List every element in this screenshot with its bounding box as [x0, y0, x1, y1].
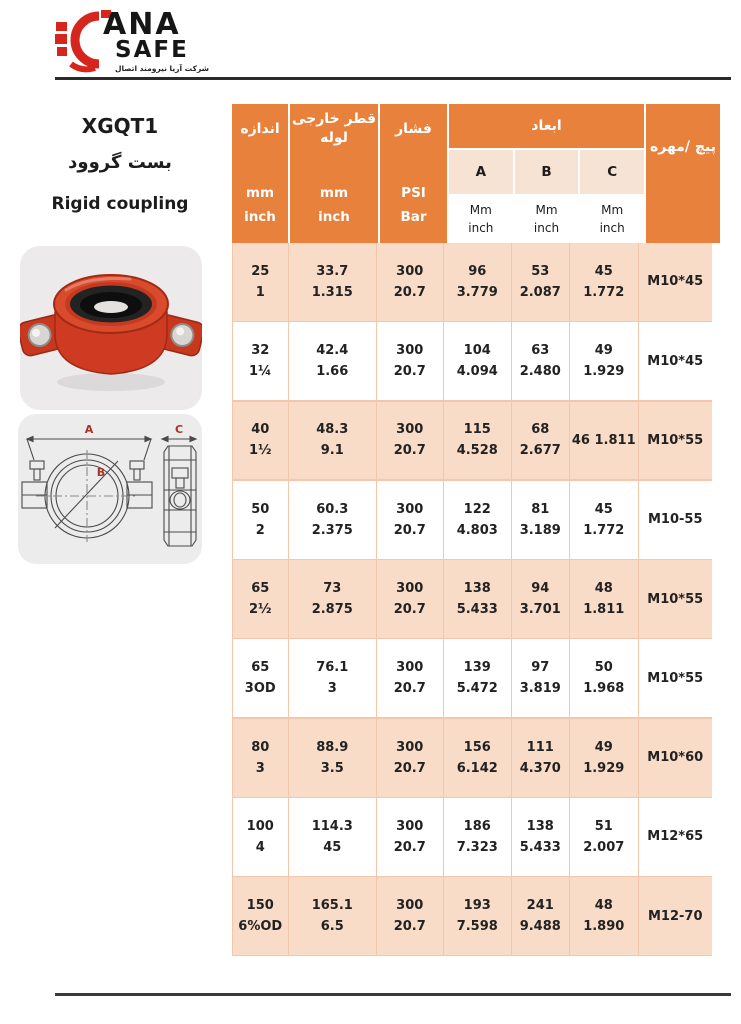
dim-b-unit-mm: Mm	[535, 203, 558, 218]
pressure-cell	[377, 402, 443, 480]
bolt-value: M12*65	[647, 829, 704, 845]
dim-c-cell	[570, 798, 638, 876]
product-title-en: Rigid coupling	[51, 194, 189, 214]
pipe-od-value: 60.3	[316, 501, 349, 517]
col-group-dimensions	[449, 104, 644, 243]
pressure-value: 300	[396, 898, 424, 914]
dim-b-cell	[512, 481, 569, 559]
dim-b-cell	[512, 877, 569, 955]
bolt-value: M10*55	[647, 591, 704, 607]
size-cell	[233, 719, 288, 797]
dim-b-value: 3.189	[519, 522, 561, 538]
dim-b-cell	[512, 402, 569, 480]
pressure-value: 300	[396, 660, 424, 676]
size-value: 2	[255, 522, 265, 538]
pressure-value: 300	[396, 581, 424, 597]
dim-a-value: 139	[463, 660, 491, 676]
pipe-od-cell	[289, 402, 376, 480]
dim-b-cell	[512, 322, 569, 400]
dim-b-cell	[512, 243, 569, 321]
size-cell	[233, 798, 288, 876]
size-value: 40	[251, 422, 270, 438]
dim-b-value: 2.677	[519, 443, 561, 459]
pipe-od-value: 165.1	[311, 898, 353, 914]
pressure-title: فشار	[395, 120, 432, 137]
dim-b-value: 111	[526, 739, 554, 755]
dimensions-title: ابعاد	[449, 104, 644, 148]
pipe-od-value: 2.375	[311, 522, 353, 538]
dim-a-header: A	[449, 150, 513, 194]
bolt-cell	[639, 719, 712, 797]
dim-a-cell	[444, 877, 511, 955]
pipe-od-cell	[289, 877, 376, 955]
bolt-cell	[639, 560, 712, 638]
col-header-size	[232, 104, 288, 243]
dim-a-value: 5.433	[456, 602, 498, 618]
table-row	[233, 243, 712, 321]
coupling-drawing	[18, 414, 202, 564]
pipe-od-title-line1: قطر خارجی	[291, 111, 377, 128]
dim-a-units	[449, 196, 513, 243]
dim-a-value: 3.779	[456, 284, 498, 300]
dim-c-unit-inch: inch	[599, 220, 625, 235]
table-row	[233, 639, 712, 717]
dim-b-cell	[512, 719, 569, 797]
dim-c-cell	[570, 877, 638, 955]
dim-a-value: 104	[463, 343, 491, 359]
dim-b-value: 9.488	[519, 919, 561, 935]
size-value: 3	[255, 760, 265, 776]
product-code: XGQT1	[81, 114, 159, 138]
dim-a-value: 193	[463, 898, 491, 914]
col-header-pressure	[380, 104, 447, 243]
pressure-cell	[377, 639, 443, 717]
dim-c-cell	[570, 639, 638, 717]
col-header-pipe-od	[290, 104, 378, 243]
dim-b-cell	[512, 560, 569, 638]
table-row	[233, 402, 712, 480]
brand-name-bottom: SAFE	[115, 37, 189, 63]
size-value: 3OD	[244, 681, 276, 697]
dim-c-cell	[570, 481, 638, 559]
dim-a-value: 4.528	[456, 443, 498, 459]
dim-c-units	[580, 196, 644, 243]
dim-a-cell	[444, 560, 511, 638]
product-photo	[20, 246, 202, 410]
dim-c-value: 1.929	[583, 760, 625, 776]
dim-c-value: 48	[594, 581, 613, 597]
pipe-od-value: 1.66	[316, 364, 349, 380]
dim-a-value: 138	[463, 581, 491, 597]
pipe-od-cell	[289, 243, 376, 321]
pressure-value: 20.7	[393, 681, 426, 697]
dim-b-value: 81	[531, 501, 550, 517]
dim-c-value: 48	[594, 898, 613, 914]
size-cell	[233, 560, 288, 638]
dim-c-cell	[570, 719, 638, 797]
bolt-cell	[639, 639, 712, 717]
dim-c-cell	[570, 243, 638, 321]
dim-a-value: 115	[463, 422, 491, 438]
dim-a-value: 6.142	[456, 760, 498, 776]
bolt-cell	[639, 243, 712, 321]
pressure-cell	[377, 322, 443, 400]
pressure-value: 20.7	[393, 839, 426, 855]
dim-a-value: 4.803	[456, 522, 498, 538]
pipe-od-value: 6.5	[320, 919, 344, 935]
dim-a-value: 7.323	[456, 839, 498, 855]
dim-c-value: 49	[594, 343, 613, 359]
size-value: 1¼	[248, 364, 272, 380]
pressure-value: 20.7	[393, 760, 426, 776]
dim-a-unit-inch: inch	[468, 220, 494, 235]
diagram-label-a: A	[84, 423, 94, 436]
pipe-od-value: 33.7	[316, 263, 349, 279]
pipe-od-value: 42.4	[316, 343, 349, 359]
bolt-cell	[639, 798, 712, 876]
dim-b-value: 241	[526, 898, 554, 914]
dim-a-value: 5.472	[456, 681, 498, 697]
pipe-od-cell	[289, 481, 376, 559]
dim-c-value: 45	[594, 263, 613, 279]
pipe-od-cell	[289, 560, 376, 638]
pipe-od-value: 48.3	[316, 422, 349, 438]
size-value: 65	[251, 581, 270, 597]
dim-a-value: 122	[463, 501, 491, 517]
pressure-value: 300	[396, 343, 424, 359]
bolt-value: M10*60	[647, 750, 704, 766]
size-cell	[233, 639, 288, 717]
pressure-value: 300	[396, 422, 424, 438]
pipe-od-unit-inch: inch	[318, 209, 350, 225]
size-cell	[233, 877, 288, 955]
pressure-unit-psi: PSI	[401, 185, 426, 201]
brand-name-top: ANA	[103, 7, 181, 42]
dim-b-value: 3.701	[519, 602, 561, 618]
pressure-value: 300	[396, 501, 424, 517]
bolt-value: M10-55	[647, 512, 703, 528]
spec-table	[232, 104, 716, 956]
pressure-value: 20.7	[393, 522, 426, 538]
dim-a-unit-mm: Mm	[469, 203, 492, 218]
pressure-value: 20.7	[393, 919, 426, 935]
brand-logo	[55, 4, 235, 76]
size-value: 65	[251, 660, 270, 676]
size-cell	[233, 322, 288, 400]
dim-b-value: 4.370	[519, 760, 561, 776]
bolt-cell	[639, 877, 712, 955]
dim-a-cell	[444, 798, 511, 876]
table-row	[233, 322, 712, 400]
dim-a-cell	[444, 322, 511, 400]
bolt-value: M10*45	[647, 353, 704, 369]
size-value: 150	[246, 898, 274, 914]
coupling-photo-illustration	[20, 246, 202, 410]
pipe-od-cell	[289, 322, 376, 400]
pipe-od-value: 3.5	[320, 760, 344, 776]
dim-c-value: 50	[594, 660, 613, 676]
pipe-od-value: 3	[327, 681, 337, 697]
dim-b-value: 138	[526, 818, 554, 834]
pipe-od-value: 1.315	[311, 284, 353, 300]
pipe-od-value: 114.3	[311, 818, 353, 834]
dim-c-unit-mm: Mm	[601, 203, 624, 218]
dim-a-value: 186	[463, 818, 491, 834]
pipe-od-cell	[289, 639, 376, 717]
size-value: 100	[246, 818, 274, 834]
dim-a-cell	[444, 402, 511, 480]
table-row	[233, 798, 712, 876]
pipe-od-value: 2.875	[311, 602, 353, 618]
pressure-unit-bar: Bar	[400, 209, 427, 225]
size-unit-mm: mm	[245, 185, 275, 201]
dim-c-value: 1.968	[583, 681, 625, 697]
dim-a-value: 4.094	[456, 364, 498, 380]
size-value: 32	[251, 343, 270, 359]
dim-c-value: 1.772	[583, 284, 625, 300]
bolt-cell	[639, 402, 712, 480]
pipe-od-cell	[289, 798, 376, 876]
dim-a-cell	[444, 243, 511, 321]
size-value: 1½	[248, 443, 272, 459]
product-title-fa: بست گروود	[68, 152, 172, 173]
diagram-label-c: C	[174, 423, 184, 436]
table-row	[233, 481, 712, 559]
dim-b-cell	[512, 639, 569, 717]
dim-c-value: 46 1.811	[571, 432, 636, 448]
dim-c-value: 1.929	[583, 364, 625, 380]
pipe-od-value: 73	[323, 581, 342, 597]
pressure-value: 300	[396, 739, 424, 755]
dim-b-units	[515, 196, 579, 243]
pipe-od-value: 9.1	[320, 443, 344, 459]
dim-c-value: 1.772	[583, 522, 625, 538]
brand-tagline: شرکت آریا نیرومند اتصال	[114, 64, 210, 73]
dim-b-value: 2.087	[519, 284, 561, 300]
dim-b-header: B	[515, 150, 579, 194]
pressure-value: 20.7	[393, 443, 426, 459]
pressure-value: 300	[396, 263, 424, 279]
pressure-cell	[377, 243, 443, 321]
dim-b-value: 94	[531, 581, 550, 597]
dim-c-value: 49	[594, 739, 613, 755]
dim-c-value: 1.890	[583, 919, 625, 935]
pressure-value: 20.7	[393, 602, 426, 618]
size-value: 6%OD	[238, 919, 283, 935]
size-value: 2½	[248, 602, 272, 618]
pressure-cell	[377, 877, 443, 955]
size-cell	[233, 243, 288, 321]
bolt-value: M10*55	[647, 670, 704, 686]
dim-b-value: 3.819	[519, 681, 561, 697]
dim-c-value: 45	[594, 501, 613, 517]
dim-a-cell	[444, 481, 511, 559]
dim-b-value: 97	[531, 660, 550, 676]
col-header-bolt	[646, 104, 720, 243]
dim-b-value: 5.433	[519, 839, 561, 855]
dim-c-cell	[570, 560, 638, 638]
pipe-od-cell	[289, 719, 376, 797]
dim-c-header: C	[580, 150, 644, 194]
bolt-value: M10*45	[647, 274, 704, 290]
dim-b-cell	[512, 798, 569, 876]
dim-c-value: 51	[594, 818, 613, 834]
size-cell	[233, 402, 288, 480]
dim-c-cell	[570, 322, 638, 400]
dim-a-value: 96	[468, 263, 487, 279]
diagram-label-b: B	[96, 466, 106, 479]
dim-b-value: 2.480	[519, 364, 561, 380]
dim-b-unit-inch: inch	[533, 220, 560, 235]
dim-c-cell	[570, 402, 638, 480]
size-value: 4	[255, 839, 265, 855]
dim-c-value: 1.811	[583, 602, 625, 618]
bolt-value: M12-70	[647, 908, 703, 924]
size-cell	[233, 481, 288, 559]
table-row	[233, 877, 712, 955]
pipe-od-unit-mm: mm	[319, 185, 349, 201]
dim-b-value: 53	[531, 263, 550, 279]
pipe-od-title-line2: لوله	[320, 130, 348, 146]
size-value: 80	[251, 739, 270, 755]
table-body	[232, 243, 712, 956]
dim-a-value: 156	[463, 739, 491, 755]
bolt-value: M10*55	[647, 432, 704, 448]
pressure-cell	[377, 798, 443, 876]
size-unit-inch: inch	[244, 209, 276, 225]
bottom-divider	[55, 993, 731, 996]
pressure-value: 20.7	[393, 364, 426, 380]
bolt-cell	[639, 481, 712, 559]
dim-a-cell	[444, 719, 511, 797]
size-value: 25	[251, 263, 270, 279]
pipe-od-value: 88.9	[316, 739, 349, 755]
size-value: 50	[251, 501, 270, 517]
pressure-cell	[377, 481, 443, 559]
dim-a-cell	[444, 639, 511, 717]
table-row	[233, 560, 712, 638]
dim-b-value: 63	[531, 343, 550, 359]
size-title: اندازه	[240, 120, 280, 137]
bolt-cell	[639, 322, 712, 400]
size-value: 1	[255, 284, 265, 300]
technical-diagram	[18, 414, 202, 564]
bolt-title: پیچ /مهره	[650, 139, 716, 155]
pressure-value: 20.7	[393, 284, 426, 300]
top-divider	[55, 77, 731, 80]
dim-b-value: 68	[531, 422, 550, 438]
table-header	[232, 104, 716, 243]
pressure-cell	[377, 719, 443, 797]
pipe-od-value: 76.1	[316, 660, 349, 676]
dim-c-value: 2.007	[583, 839, 625, 855]
pressure-cell	[377, 560, 443, 638]
pressure-value: 300	[396, 818, 424, 834]
dim-a-value: 7.598	[456, 919, 498, 935]
pipe-od-value: 45	[323, 839, 342, 855]
table-row	[233, 719, 712, 797]
